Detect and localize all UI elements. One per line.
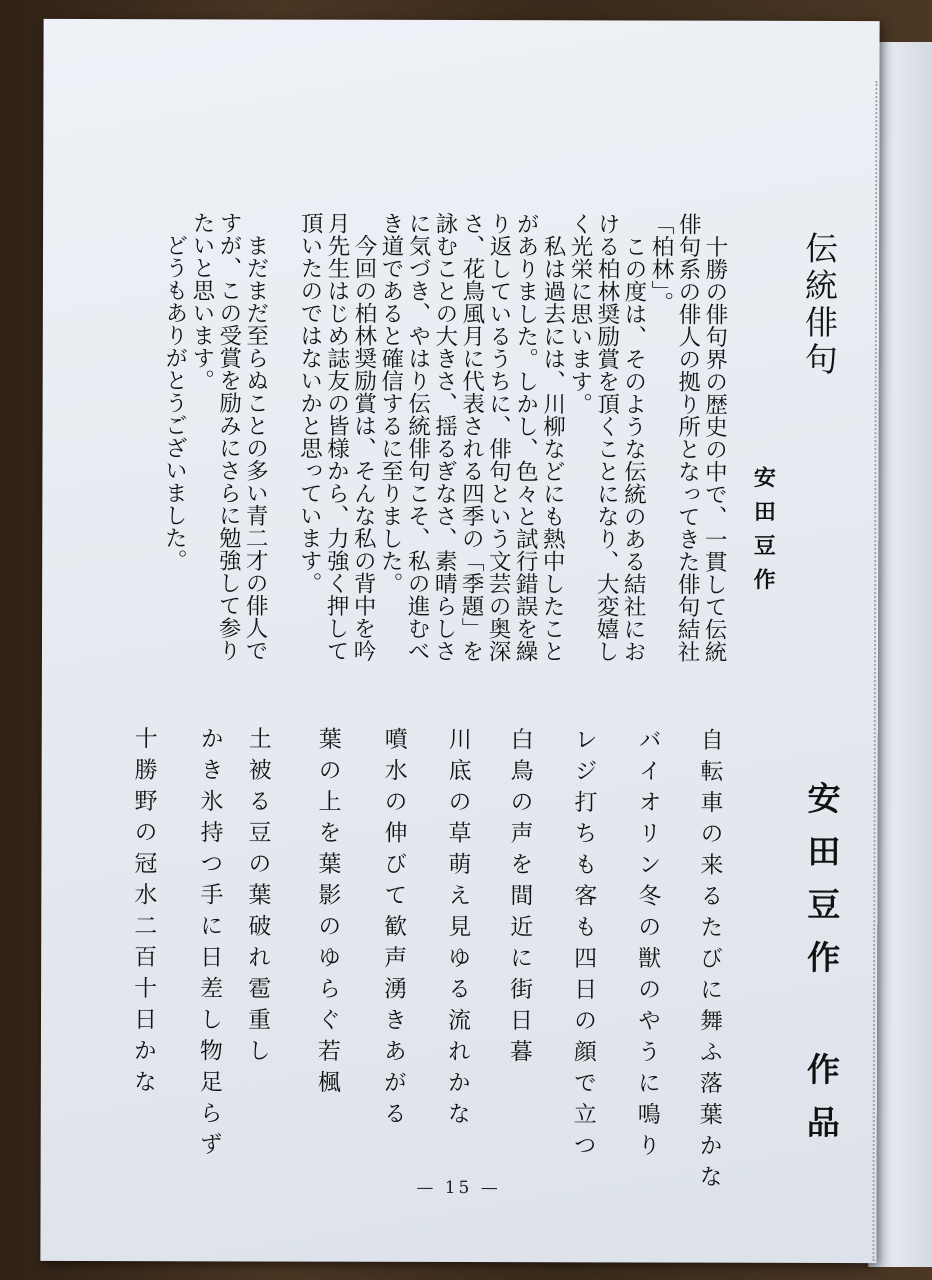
essay-line: 俳句系の俳人の拠り所となってきた俳句結社 bbox=[673, 212, 702, 663]
booklet-page bbox=[40, 19, 879, 1263]
essay-line: 今回の柏林奨励賞は、そんな私の背中を吟 bbox=[349, 211, 378, 662]
essay-line: に気づき、やはり伝統俳句こそ、私の進むべ bbox=[403, 211, 432, 662]
essay-line: り返しているうちに、俳句という文芸の奥深 bbox=[484, 212, 513, 663]
haiku-line: レジ打ちも客も四日の顔で立つ bbox=[569, 727, 597, 1165]
author-name: 安田豆作 bbox=[750, 465, 776, 602]
haiku-line: 土被る豆の葉破れ雹重し bbox=[243, 726, 271, 1070]
haiku-line: バイオリン冬の獣のやうに鳴り bbox=[633, 727, 661, 1165]
essay-line: 詠むことの大きさ、揺るぎなさ、素晴らしさ bbox=[430, 211, 459, 662]
page-number: — 15 — bbox=[416, 1177, 501, 1199]
essay-line: さ、花鳥風月に代表される四季の「季題」を bbox=[457, 211, 486, 663]
essay-line: 十勝の俳句界の歴史の中で、一貫して伝統 bbox=[700, 212, 729, 663]
haiku-line: 十勝野の冠水二百十日かな bbox=[129, 726, 157, 1101]
haiku-line: 噴水の伸びて歓声湧きあがる bbox=[379, 726, 407, 1133]
essay-line: き道であると確信するに至りました。 bbox=[377, 211, 405, 595]
haiku-line: 川底の草萌え見ゆる流れかな bbox=[443, 726, 471, 1133]
essay-line: 私は過去には、川柳などにも熱中したこと bbox=[538, 212, 567, 663]
essay-line: まだまだ至らぬことの多い青二才の俳人で bbox=[241, 211, 270, 662]
works-title: 安田豆作 作品 bbox=[801, 780, 842, 1158]
essay-line: く光栄に思います。 bbox=[566, 212, 594, 415]
page-title: 伝統俳句 bbox=[799, 230, 840, 379]
essay-line: すが、この受賞を励みにさらに勉強して参り bbox=[214, 211, 243, 662]
binding-stitch bbox=[872, 81, 877, 1261]
haiku-line: 白鳥の声を間近に街日暮 bbox=[505, 727, 533, 1071]
essay-line: ける柏林奨励賞を頂くことになり、大変嬉し bbox=[592, 212, 621, 663]
haiku-line: かき氷持つ手に日差し物足らず bbox=[195, 726, 223, 1164]
essay-line: 月先生はじめ誌友の皆様から、力強く押して bbox=[322, 211, 351, 662]
haiku-line: 葉の上を葉影のゆらぐ若楓 bbox=[313, 726, 341, 1102]
essay-line: 頂いたのではないかと思っています。 bbox=[296, 211, 324, 595]
essay-line: この度は、そのような伝統のある結社にお bbox=[619, 212, 648, 663]
haiku-line: 自転車の来るたびに舞ふ落葉かな bbox=[695, 727, 723, 1196]
essay-line: たいと思います。 bbox=[188, 211, 216, 392]
essay-line: 「柏林」。 bbox=[647, 212, 675, 314]
essay-line: がありました。しかし、色々と試行錯誤を繰 bbox=[511, 212, 540, 663]
essay-line: どうもありがとうございました。 bbox=[161, 211, 189, 572]
